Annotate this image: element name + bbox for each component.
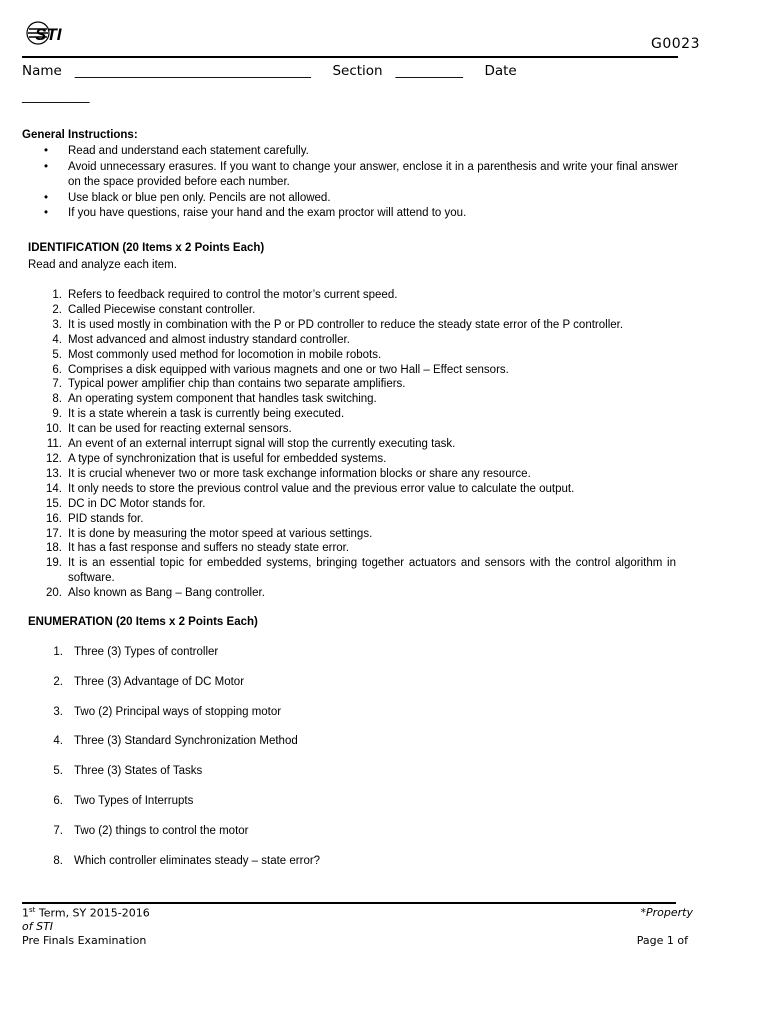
question-item: 5. Most commonly used method for locomotion in mobile robots. bbox=[52, 348, 382, 361]
sti-logo-text: STI bbox=[35, 25, 62, 44]
identification-subtitle: Read and analyze each item. bbox=[28, 259, 177, 271]
date-label: Date bbox=[484, 63, 517, 79]
question-item: 11. An event of an external interrupt signal will stop the currently executing task. bbox=[46, 438, 456, 451]
general-instructions-list bbox=[22, 144, 678, 222]
question-item: 13. It is crucial whenever two or more task exchange information blocks or share any resource. bbox=[46, 467, 531, 480]
question-item: 2. Called Piecewise constant controller. bbox=[52, 303, 256, 316]
sti-logo bbox=[26, 20, 86, 46]
enumeration-item: 1. Three (3) Types of controller bbox=[53, 646, 219, 658]
question-item: 9. It is a state wherein a task is currently being executed. bbox=[52, 408, 345, 421]
question-item: 6. Comprises a disk equipped with various magnets and one or two Hall – Effect sensors. bbox=[52, 363, 509, 376]
footer-term: 1st Term, SY 2015-2016 bbox=[22, 906, 150, 920]
question-item: 12. A type of synchronization that is useful for embedded systems. bbox=[46, 452, 387, 465]
identification-title: IDENTIFICATION (20 Items x 2 Points Each) bbox=[28, 242, 265, 254]
question-item: 10. It can be used for reacting external sensors. bbox=[46, 423, 292, 436]
bullet-icon: • bbox=[44, 207, 49, 219]
question-item: 20. Also known as Bang – Bang controller. bbox=[46, 587, 265, 600]
enumeration-item: 5. Three (3) States of Tasks bbox=[53, 765, 203, 778]
identification-list bbox=[22, 288, 676, 601]
instruction-item: • If you have questions, raise your hand and the exam proctor will attend to you. bbox=[22, 206, 678, 222]
footer-property-cont: of STI bbox=[22, 920, 54, 933]
question-item: 18. It has a fast response and suffers no steady state error. bbox=[46, 542, 350, 555]
enumeration-item: 4. Three (3) Standard Synchronization Method bbox=[53, 735, 298, 748]
section-label: Section bbox=[332, 63, 383, 79]
enumeration-item: 6. Two Types of Interrupts bbox=[53, 794, 194, 807]
section-blank: __________ bbox=[395, 63, 463, 79]
footer-rule bbox=[22, 902, 676, 904]
enumeration-item: 7. Two (2) things to control the motor bbox=[53, 824, 249, 837]
question-item: 7. Typical power amplifier chip than contains two separate amplifiers. bbox=[52, 378, 406, 391]
instruction-item: • Avoid unnecessary erasures. If you want to change your answer, enclose it in a parenthesis and write your final answer on the space provided before each number. bbox=[44, 160, 678, 188]
enumeration-item: 3. Two (2) Principal ways of stopping motor bbox=[53, 705, 282, 718]
instruction-item: • Read and understand each statement carefully. bbox=[22, 144, 678, 160]
question-item: 3. It is used mostly in combination with the P or PD controller to reduce the steady state error of the P controller. bbox=[52, 318, 624, 331]
question-item: 4. Most advanced and almost industry standard controller. bbox=[52, 333, 350, 346]
bullet-icon: • bbox=[44, 191, 49, 204]
date-blank: __________ bbox=[22, 88, 90, 104]
name-blank: ___________________________________ bbox=[74, 63, 311, 79]
question-item: 14. It only needs to store the previous control value and the previous error value to calculate the output. bbox=[46, 482, 575, 495]
question-item: 16. PID stands for. bbox=[46, 512, 144, 525]
instruction-item: • Use black or blue pen only. Pencils are not allowed. bbox=[22, 191, 678, 207]
bullet-icon: • bbox=[44, 160, 49, 173]
name-label: Name bbox=[22, 63, 62, 79]
footer-exam-name: Pre Finals Examination bbox=[22, 934, 147, 947]
footer-page-number: Page 1 of bbox=[636, 934, 688, 947]
document-code: G0023 bbox=[651, 36, 700, 52]
general-instructions-title: General Instructions: bbox=[22, 129, 138, 141]
student-info-line bbox=[22, 63, 722, 79]
question-item: 15. DC in DC Motor stands for. bbox=[46, 497, 206, 510]
header-rule bbox=[22, 56, 678, 58]
question-item: 17. It is done by measuring the motor speed at various settings. bbox=[46, 527, 373, 540]
question-item: 19. It is an essential topic for embedded systems, bringing together actuators and sensors with the control algorithm in software. bbox=[46, 557, 676, 585]
enumeration-item: 2. Three (3) Advantage of DC Motor bbox=[53, 675, 245, 688]
bullet-icon: • bbox=[44, 145, 49, 157]
question-item: 8. An operating system component that handles task switching. bbox=[52, 393, 377, 406]
footer-property: *Property bbox=[640, 906, 693, 919]
question-item: 1. Refers to feedback required to control the motor’s current speed. bbox=[52, 289, 398, 301]
enumeration-title: ENUMERATION (20 Items x 2 Points Each) bbox=[28, 616, 258, 628]
enumeration-item: 8. Which controller eliminates steady – state error? bbox=[53, 854, 321, 867]
enumeration-list bbox=[22, 645, 676, 883]
